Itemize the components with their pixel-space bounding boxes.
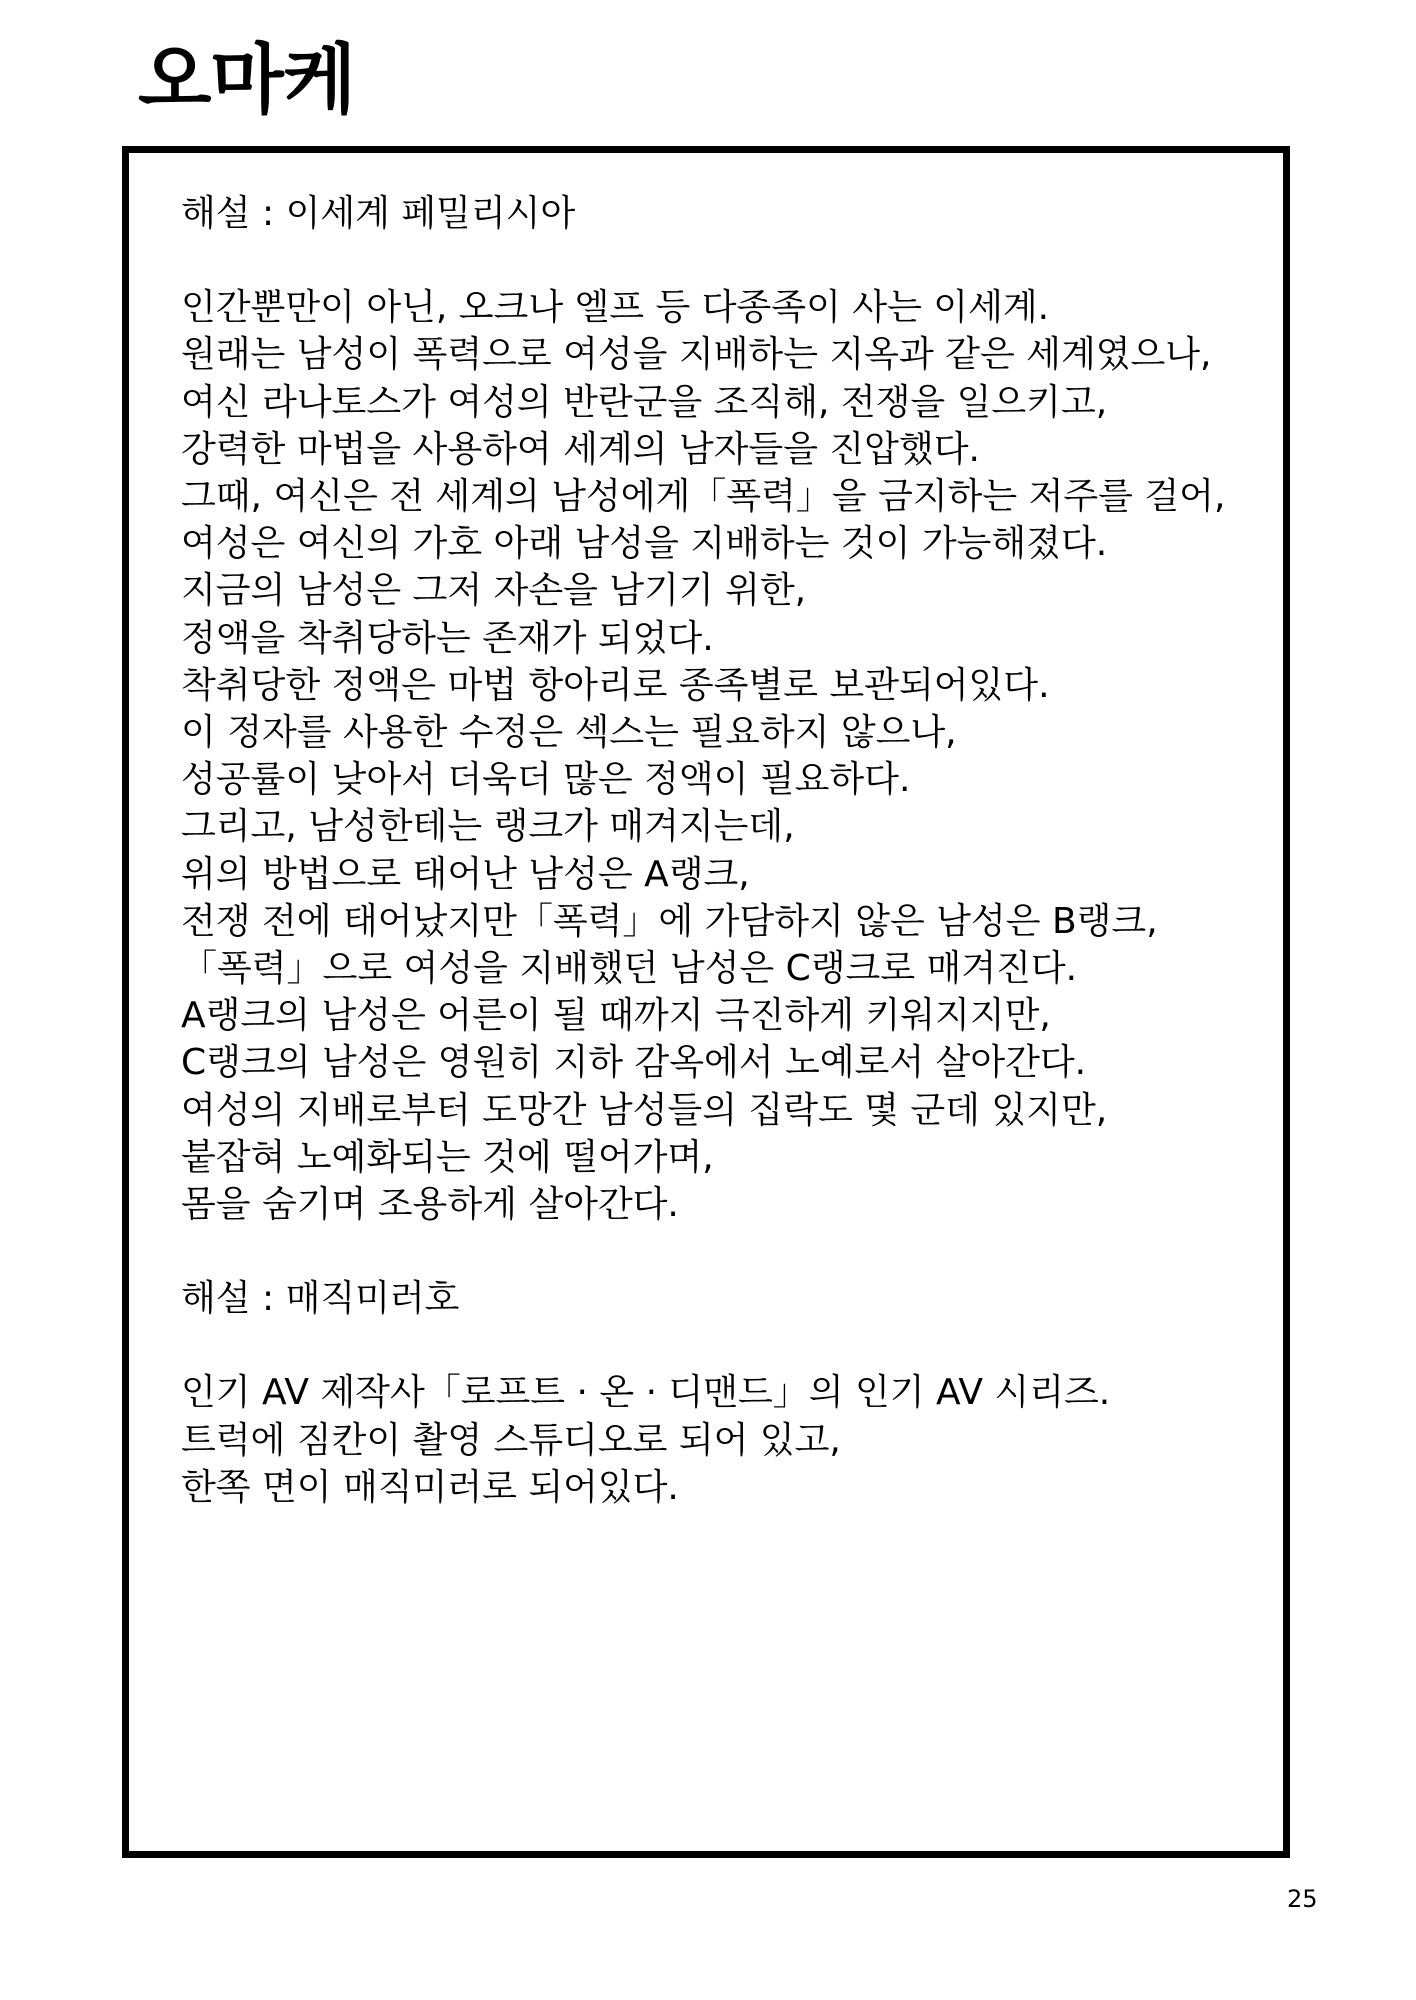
text-line: 원래는 남성이 폭력으로 여성을 지배하는 지옥과 같은 세계였으나,: [181, 334, 1212, 376]
text-line: 「폭력」으로 여성을 지배했던 남성은 C랭크로 매겨진다.: [181, 948, 1078, 990]
page-number: 25: [1287, 1885, 1318, 1913]
text-line: 이 정자를 사용한 수정은 섹스는 필요하지 않으나,: [181, 712, 957, 754]
text-line: 한쪽 면이 매직미러로 되어있다.: [181, 1466, 679, 1508]
text-line: 몸을 숨기며 조용하게 살아간다.: [181, 1184, 679, 1226]
text-line: 트럭에 짐칸이 촬영 스튜디오로 되어 있고,: [181, 1419, 841, 1461]
text-line: 그때, 여신은 전 세계의 남성에게「폭력」을 금지하는 저주를 걸어,: [181, 476, 1226, 518]
commentary-content: [181, 190, 1241, 1511]
section-magic-mirror: [181, 1275, 1241, 1511]
text-line: 인기 AV 제작사「로프트 · 온 · 디맨드」의 인기 AV 시리즈.: [181, 1372, 1111, 1414]
text-line: 성공률이 낮아서 더욱더 많은 정액이 필요하다.: [181, 759, 911, 801]
text-line: 강력한 마법을 사용하여 세계의 남자들을 진압했다.: [181, 428, 980, 470]
text-line: 전쟁 전에 태어났지만「폭력」에 가담하지 않은 남성은 B랭크,: [181, 900, 1158, 942]
text-line: A랭크의 남성은 어른이 될 때까지 극진하게 키워지지만,: [181, 995, 1051, 1037]
text-line: 붙잡혀 노예화되는 것에 떨어가며,: [181, 1136, 714, 1178]
text-line: 그리고, 남성한테는 랭크가 매겨지는데,: [181, 806, 795, 848]
section-heading: 해설 : 매직미러호: [181, 1278, 460, 1320]
section-heading: 해설 : 이세계 페밀리시아: [181, 193, 576, 234]
text-line: 여신 라나토스가 여성의 반란군을 조직해, 전쟁을 일으키고,: [181, 381, 1108, 423]
text-line: 위의 방법으로 태어난 남성은 A랭크,: [181, 853, 750, 895]
text-line: 여성의 지배로부터 도망간 남성들의 집락도 몇 군데 있지만,: [181, 1089, 1108, 1131]
text-line: 지금의 남성은 그저 자손을 남기기 위한,: [181, 570, 807, 612]
page-title: 오마케: [138, 35, 356, 124]
text-line: 인간뿐만이 아닌, 오크나 엘프 등 다종족이 사는 이세계.: [181, 287, 1050, 329]
text-line: 착취당한 정액은 마법 항아리로 종족별로 보관되어있다.: [181, 664, 1050, 706]
text-line: 정액을 착취당하는 존재가 되었다.: [181, 617, 714, 659]
section-isekai-familicia: [181, 190, 1241, 1228]
text-line: C랭크의 남성은 영원히 지하 감옥에서 노예로서 살아간다.: [181, 1042, 1087, 1084]
text-line: 여성은 여신의 가호 아래 남성을 지배하는 것이 가능해졌다.: [181, 523, 1108, 565]
